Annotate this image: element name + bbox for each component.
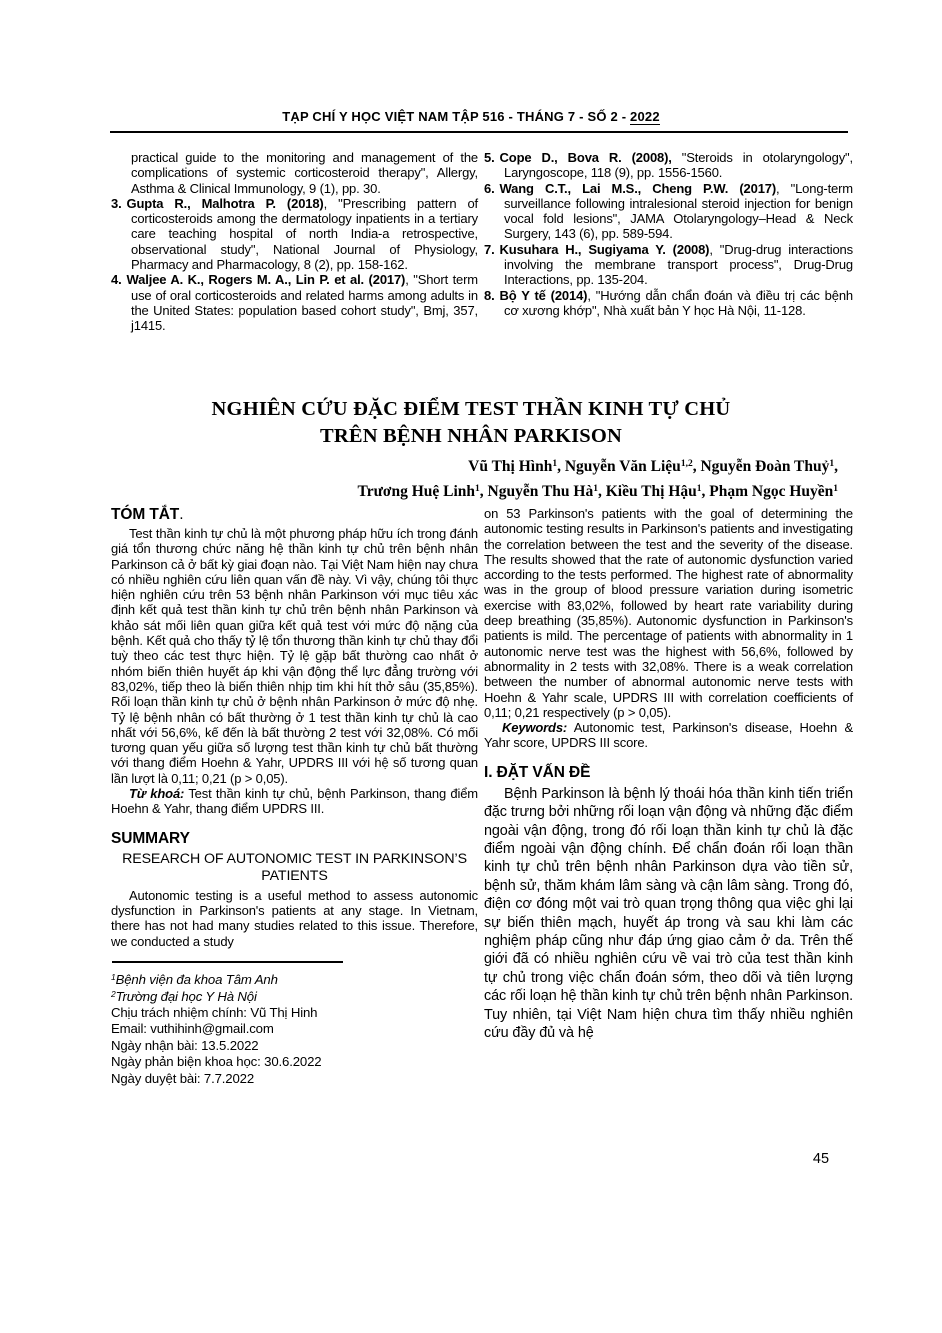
affiliations-list: [111, 970, 478, 1005]
reference-authors: Wang C.T., Lai M.S., Cheng P.W. (2017): [499, 180, 777, 196]
author-superscript: 1: [552, 459, 558, 469]
affiliation-text: Bệnh viện đa khoa Tâm Anh: [115, 971, 278, 987]
reference-text: practical guide to the monitoring and management of the complications of systemic corticosteroid therapy", Allergy, Asthma & Clinical Immunology, 9 (1), pp. 30.: [131, 150, 478, 196]
reference-text: , "Hướng dẫn chẩn đoán và điều trị các bệnh cơ xương khớp", Nhà xuất bản Y học Hà Nội, 11-128.: [504, 287, 854, 318]
reference-item: [484, 150, 853, 181]
summary-body-left: Autonomic testing is a useful method to assess autonomic dysfunction in Parkinson's patients at any stage. In Vietnam, there has not had many studies related to this issue. Therefore, we conducted a study: [111, 887, 478, 949]
reference-item: [111, 150, 478, 196]
summary-subtitle: RESEARCH OF AUTONOMIC TEST IN PARKINSON’S PATIENTS: [122, 850, 467, 885]
abstract-heading: [111, 506, 478, 524]
summary-keywords: [484, 720, 853, 751]
reference-item: [111, 272, 478, 333]
reference-item: [111, 196, 478, 272]
footnote-meta-line: Chịu trách nhiệm chính: Vũ Thị Hinh: [111, 1005, 318, 1021]
footnote-meta-list: [111, 1005, 478, 1087]
reference-item: [484, 242, 853, 288]
author-name: , Kiều Thị Hậu: [597, 483, 697, 500]
reference-number: 8.: [484, 287, 495, 303]
author-name: Vũ Thị Hình: [468, 458, 553, 475]
author-name: , Nguyễn Đoàn Thuỷ: [692, 458, 830, 475]
journal-header-text: TẠP CHÍ Y HỌC VIỆT NAM TẬP 516 - THÁNG 7 - SỐ 2 -: [282, 109, 631, 124]
intro-body: Bệnh Parkinson là bệnh lý thoái hóa thần kinh tiến triển đặc trưng bởi những rối loạn vận động và những đặc điểm ngoài vận động, trong đó rối loạn thần kinh tự chủ là đặc điểm ngoài vận động chính. Để chẩn đoán rối loạn thần kinh tự chủ trên bệnh nhân Parkinson dựa vào tiền sử, bệnh sử, thăm khám lâm sàng và cận lâm sàng. Trong đó, điện cơ đóng một vai trò quan trọng thông qua việc ghi lại sự biến thiên mạch, huyết áp trong và sau khi làm các nghiệm pháp cũng như đáp ứng giao cảm ở da. Trên thế giới đã có nhiều nghiên cứu về vai trò của test thần kinh tự chủ trong việc chẩn đoán sớm, theo dõi và tiên lượng các rối loạn hệ thần kinh tự chủ trên bệnh nhân Parkinson. Tuy nhiên, tại Việt Nam hiện chưa tìm thấy nhiều nghiên cứu đầy đủ và hệ: [484, 785, 853, 1042]
abstract-heading-text: TÓM TẮT: [111, 506, 180, 523]
author-name: , Nguyễn Thu Hà: [479, 483, 594, 500]
summary-keywords-label: Keywords:: [502, 720, 568, 736]
reference-authors: Waljee A. K., Rogers M. A., Lin P. et al. (2017): [126, 272, 406, 288]
author-superscript: 1: [833, 484, 838, 494]
author-name: , Phạm Ngọc Huyền: [701, 483, 834, 500]
affiliation-text: Trường đại học Y Hà Nội: [115, 989, 257, 1005]
reference-text: , "Long-term surveillance following intralesional steroid injection for benign vocal fold lesions", JAMA Otolaryngology–Head & Neck Surgery, 143 (6), pp. 589-594.: [504, 180, 853, 242]
footnote-block: [111, 961, 478, 1087]
author-superscript: 1: [829, 459, 835, 469]
reference-number: 5.: [484, 150, 495, 165]
affiliation-line: [111, 987, 478, 1005]
reference-authors: Gupta R., Malhotra P. (2018): [126, 195, 324, 211]
reference-text: , "Short term use of oral corticosteroids and related harms among adults in the United States: population based cohort study", Bmj, 357, j1415.: [131, 272, 478, 334]
reference-item: [484, 288, 853, 319]
author-line: [111, 453, 838, 478]
authors-block: [111, 453, 838, 503]
reference-authors: Bộ Y tế (2014): [499, 287, 588, 303]
reference-number: 7.: [484, 241, 495, 257]
author-name: ,: [834, 458, 838, 475]
author-superscript: 1,2: [680, 459, 693, 469]
journal-header-year: 2022: [630, 109, 660, 124]
author-line: [111, 478, 838, 503]
reference-number: 3.: [111, 195, 122, 211]
author-superscript: 1: [475, 484, 480, 494]
summary-keywords-text: Autonomic test, Parkinson's disease, Hoehn & Yahr score, UPDRS III score.: [484, 720, 853, 751]
author-name: Trương Huệ Linh: [357, 483, 476, 500]
affiliation-superscript: 2: [111, 989, 116, 1000]
references-left-list: [111, 150, 478, 334]
abstract-keywords-label: Từ khoá:: [129, 786, 185, 802]
author-superscript: 1: [696, 484, 702, 494]
affiliation-superscript: 1: [111, 971, 116, 982]
abstract-keywords-text: Test thần kinh tự chủ, bệnh Parkinson, thang điểm Hoehn & Yahr, thang điểm UPDRS III.: [111, 786, 478, 817]
reference-number: 4.: [111, 272, 122, 288]
reference-authors: Kusuhara H., Sugiyama Y. (2008): [499, 241, 710, 257]
footnote-meta-line: Ngày phản biện khoa học: 30.6.2022: [111, 1054, 322, 1070]
reference-authors: Cope D., Bova R. (2008),: [499, 150, 672, 165]
header-rule: [110, 131, 848, 133]
footnote-meta-line: Email: vuthihinh@gmail.com: [111, 1021, 274, 1037]
footnote-meta-line: Ngày nhận bài: 13.5.2022: [111, 1037, 259, 1053]
right-column: [484, 506, 853, 1042]
affiliation-line: [111, 970, 478, 988]
summary-body-right: on 53 Parkinson's patients with the goal of determining the autonomic testing results in Parkinson's patients and investigating the correlation between the test and the severity of the disease. The results showed that the rate of autonomic dysfunction varied according to the tests performed. The highest rate of abnormality was in the group of blood pressure variation during isometric exercise with 83,02%, followed by heart rate variability during deep breathing (35,85%). Autonomic dysfunction in Parkinson's patients is mild. The percentage of patients with abnormality in 1 autonomic nerve test was the highest with 56,6%, followed by abnormality in 2 tests with 32,08%. There is a weak correlation between the number of abnormal autonomic nerve tests with Hoehn & Yahr scale, UPDRS III with correlation coefficients of 0,11; 0,21 respectively (p > 0,05).: [484, 506, 853, 720]
footnote-rule: [112, 961, 343, 963]
abstract-heading-dot: .: [179, 506, 184, 523]
intro-heading: I. ĐẶT VẤN ĐỀ: [484, 763, 591, 781]
article-title: [90, 396, 852, 450]
article-title-line1: NGHIÊN CỨU ĐẶC ĐIỂM TEST THẦN KINH TỰ CHỦ: [211, 398, 731, 420]
footnote-meta-line: Ngày duyệt bài: 7.7.2022: [111, 1070, 255, 1086]
journal-header: [90, 109, 852, 124]
reference-item: [484, 181, 853, 242]
page-number: 45: [812, 1151, 830, 1167]
article-title-line2: TRÊN BỆNH NHÂN PARKISON: [319, 425, 623, 447]
left-column: [111, 506, 478, 1087]
reference-number: 6.: [484, 180, 495, 196]
reference-text: "Steroids in otolaryngology", Laryngoscope, 118 (9), pp. 1556-1560.: [504, 150, 853, 181]
abstract-body: Test thần kinh tự chủ là một phương pháp hữu ích trong đánh giá tổn thương chức năng hệ thần kinh tự chủ trên bệnh nhân Parkinson cả ở bất kỳ giai đoạn nào. Tại Việt Nam hiện nay chưa có nhiều nghiên cứu liên quan vấn đề này. Vì vậy, chúng tôi thực hiện nghiên cứu trên 53 bệnh nhân Parkinson với mục tiêu xác định kết quả test thần kinh tự chủ trên bệnh nhân Parkinson và khảo sát mối liên quan giữa kết quả test với mức độ nặng của bệnh. Kết quả cho thấy tỷ lệ tổn thương thần kinh tự chủ thay đổi tuỳ theo các test thực hiện. Tỷ lệ gặp bất thường cao nhất ở nhóm biến thiên huyết áp khi vận động thể lực đẳng trường với 83,02%, tiếp theo là biến thiên nhịp tim khi hít thở sâu (35,85%). Rối loạn thần kinh tự chủ ở bệnh nhân Parkinson ở mức độ nhẹ. Tỷ lệ bệnh nhân có bất thường ở 1 test thần kinh tự chủ là cao nhất với 56,6%, kế đến là bất thường 2 test với 32,08%. Có mối tương quan yếu giữa số lượng test thần kinh tự chủ bất thường với thang điểm Hoehn & Yahr, UPDRS III với hệ số tương quan lần lượt là 0,11; 0,21 (p > 0,05).: [111, 526, 478, 786]
reference-text: , "Prescribing pattern of corticosteroids among the dermatology inpatients in a tertiary care teaching hospital of north India-a retrospective, observational study", National Journal of Physiology, Pharmacy and Pharmacology, 8 (2), pp. 158-162.: [131, 195, 478, 273]
abstract-keywords: [111, 786, 478, 817]
author-name: , Nguyễn Văn Liệu: [557, 458, 681, 475]
reference-text: , "Drug-drug interactions involving the membrane transport process", Drug-Drug Interactions, pp. 135-204.: [504, 241, 853, 288]
references-right-list: [484, 150, 853, 318]
summary-heading: SUMMARY: [111, 829, 190, 847]
author-superscript: 1: [593, 484, 598, 494]
